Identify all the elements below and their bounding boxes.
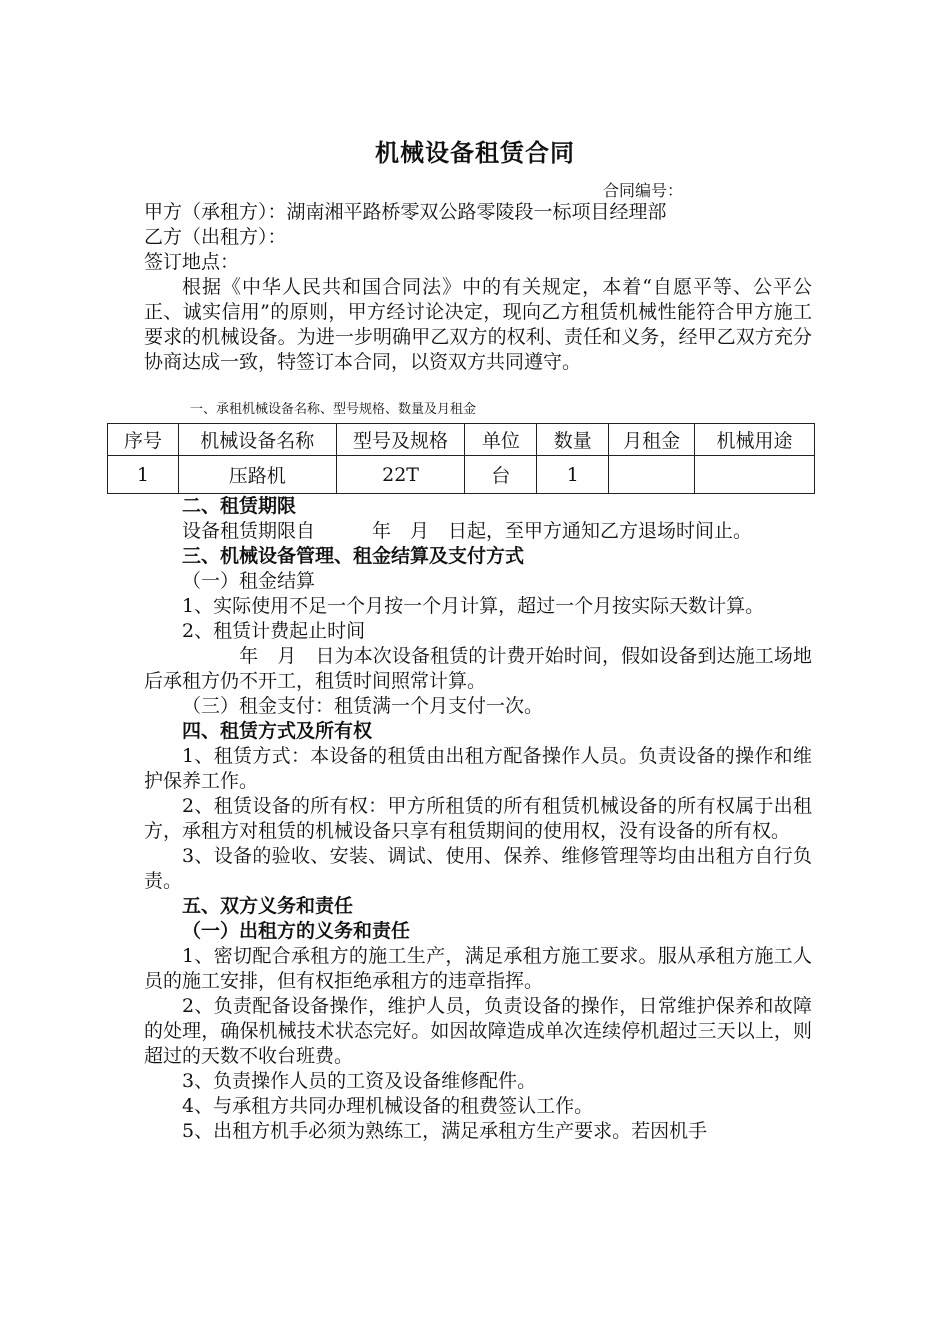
table-cell: 1 [108,456,179,494]
section3-item2-text: 年 月 日为本次设备租赁的计费开始时间，假如设备到达施工场地后承租方仍不开工，租赁时间照常计算。 [144,645,812,692]
table-header-cell: 数量 [537,424,609,456]
table-cell [695,456,815,494]
table-header-cell: 机械用途 [695,424,815,456]
section4-item1: 1、租赁方式：本设备的租赁由出租方配备操作人员。负责设备的操作和维护保养工作。 [144,745,812,792]
section5-item3: 3、负责操作人员的工资及设备维修配件。 [182,1070,537,1092]
table-cell: 1 [537,456,609,494]
table-header-cell: 单位 [465,424,537,456]
intro-paragraph: 根据《中华人民共和国合同法》中的有关规定，本着“自愿平等、公平公正、诚实信用”的原则，甲方经讨论决定，现向乙方租赁机械性能符合甲方施工要求的机械设备。为进一步明确甲乙双方的权利、责任和义务，经甲乙双方充分协商达成一致，特签订本合同，以资双方共同遵守。 [144,276,812,373]
section3-title: 三、机械设备管理、租金结算及支付方式 [182,545,525,567]
table-cell: 压路机 [178,456,336,494]
table-header-cell: 型号及规格 [336,424,465,456]
table-header-cell: 机械设备名称 [178,424,336,456]
section2-text: 设备租赁期限自 年 月 日起，至甲方通知乙方退场时间止。 [182,520,753,542]
table-header-row [108,424,815,456]
sign-place: 签订地点： [144,251,240,273]
section4-item2: 2、租赁设备的所有权：甲方所租赁的所有租赁机械设备的所有权属于出租方，承租方对租赁的机械设备只享有租赁期间的使用权，没有设备的所有权。 [144,795,812,842]
section3-sub1: （一）租金结算 [182,570,316,592]
table-row [108,456,815,494]
table-cell: 台 [465,456,537,494]
equipment-table [107,423,815,494]
table-cell: 22T [336,456,465,494]
section5-item2: 2、负责配备设备操作，维护人员，负责设备的操作，日常维护保养和故障的处理，确保机械技术状态完好。如因故障造成单次连续停机超过三天以上，则超过的天数不收台班费。 [144,995,812,1067]
party-b: 乙方（出租方）： [144,226,287,248]
document-title: 机械设备租赁合同 [375,139,575,167]
section3-sub3: （三）租金支付：租赁满一个月支付一次。 [182,695,544,717]
section3-item2: 2、租赁计费起止时间 [182,620,366,642]
section5-title: 五、双方义务和责任 [182,895,354,917]
body-sections [144,494,812,1144]
section2-title: 二、租赁期限 [182,495,297,517]
section5-sub1: （一）出租方的义务和责任 [182,920,411,942]
parties-block [144,200,812,375]
section4-item3: 3、设备的验收、安装、调试、使用、保养、维修管理等均由出租方自行负责。 [144,845,812,892]
section5-item1: 1、密切配合承租方的施工生产，满足承租方施工要求。服从承租方施工人员的施工安排，但有权拒绝承租方的违章指挥。 [144,945,812,992]
table-cell [609,456,695,494]
table-header-cell: 序号 [108,424,179,456]
table-header-cell: 月租金 [609,424,695,456]
contract-number-label: 合同编号： [603,181,684,200]
section4-title: 四、租赁方式及所有权 [182,720,373,742]
party-a: 甲方（承租方）：湖南湘平路桥零双公路零陵段一标项目经理部 [144,201,667,223]
section1-caption: 一、承租机械设备名称、型号规格、数量及月租金 [190,402,477,417]
section3-item1: 1、实际使用不足一个月按一个月计算，超过一个月按实际天数计算。 [182,595,765,617]
section5-item5: 5、出租方机手必须为熟练工，满足承租方生产要求。若因机手 [182,1120,708,1142]
section5-item4: 4、与承租方共同办理机械设备的租费签认工作。 [182,1095,594,1117]
